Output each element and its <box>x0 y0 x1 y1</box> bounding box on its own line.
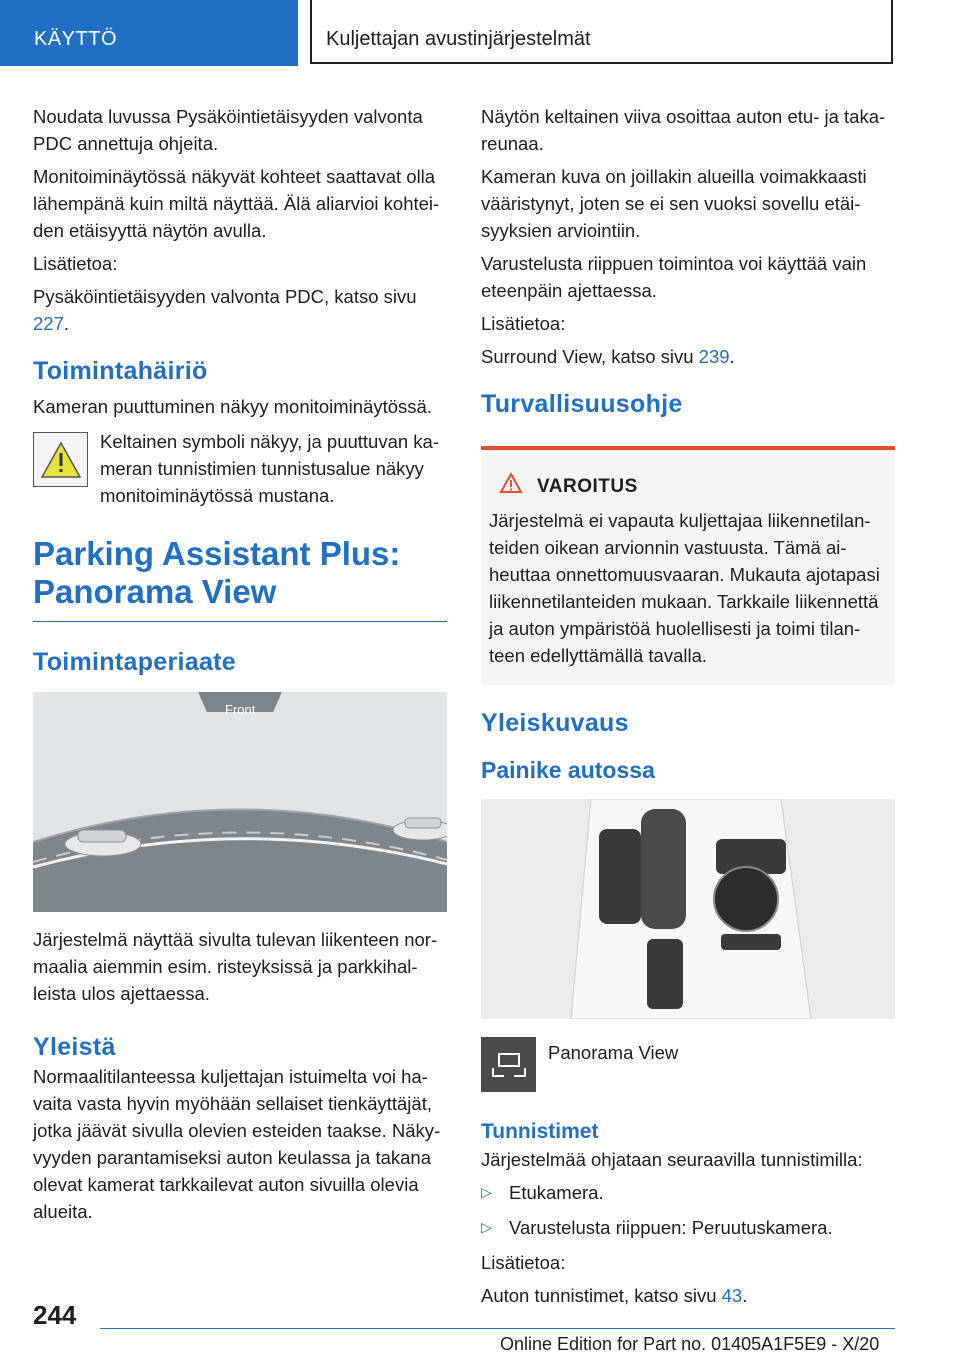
bullet-triangle-icon: ▷ <box>481 1184 492 1200</box>
list-item <box>481 1214 895 1241</box>
heading-sensors: Tunnistimet <box>481 1120 599 1143</box>
more-info-label: Lisätietoa: <box>481 1252 566 1273</box>
warning-header <box>499 472 887 501</box>
icon-description: Keltainen symboli näkyy, ja puuttuvan kameran tunnistimien tunnistusalue näkyy monitoiminäytössä mustana. <box>100 431 440 506</box>
yellow-warning-triangle-icon <box>33 432 88 487</box>
reference-end: . <box>742 1285 748 1306</box>
page-link-227[interactable]: 227 <box>33 313 64 334</box>
right-column <box>481 103 895 1315</box>
center-console-photo <box>481 799 895 1019</box>
cross-reference <box>33 283 447 337</box>
heading-parking-assistant: Parking Assistant Plus: Panorama View <box>33 535 447 622</box>
left-column <box>33 103 447 1231</box>
reference-text: Surround View, katso sivu <box>481 346 699 367</box>
warning-text: Järjestelmä ei vapauta kuljettajaa liikennetilanteiden oikean arvionnin vastuusta. Tämä aiheuttaa onnettomuusvaaran. Mukauta ajotapasi liikennetilanteiden mukaan. Tarkkaile liikennettä ja auton ympäristöä huolellisesti ja toimi tilanteen edellyttämällä tavalla. <box>489 510 880 666</box>
more-info-label: Lisätietoa: <box>481 313 566 334</box>
front-label: Front <box>225 702 256 717</box>
heading-button-in-car: Painike autossa <box>481 757 655 783</box>
heading-general: Yleistä <box>33 1033 116 1061</box>
page-number: 244 <box>33 1300 77 1330</box>
paragraph: Järjestelmää ohjataan seuraavilla tunnistimilla: <box>481 1149 863 1170</box>
bullet-triangle-icon: ▷ <box>481 1219 492 1235</box>
heading-safety: Turvallisuusohje <box>481 390 683 418</box>
warning-triangle-icon <box>499 472 523 501</box>
footer-rule <box>100 1328 895 1329</box>
list-item <box>481 1179 895 1206</box>
chapter-tab <box>310 0 893 64</box>
panorama-button-label: Panorama View <box>548 1042 679 1063</box>
paragraph: Noudata luvussa Pysäköintietäisyyden valvonta PDC annettuja ohjeita. <box>33 106 423 154</box>
reference-end: . <box>63 313 70 334</box>
section-tab <box>0 0 298 66</box>
heading-principle: Toimintaperiaate <box>33 648 236 676</box>
reference-end: . <box>729 346 735 367</box>
warning-box <box>481 446 895 685</box>
paragraph: Kameran kuva on joillakin alueilla voimakkaasti vääristynyt, joten se ei sen vuoksi sovellu etäisyyksien arviointiin. <box>481 166 867 241</box>
paragraph: Varustelusta riippuen toimintoa voi käyttää vain eteenpäin ajettaessa. <box>481 253 867 301</box>
reference-text: Pysäköintietäisyyden valvonta PDC, katso sivu <box>33 286 417 307</box>
paragraph: Normaalitilanteessa kuljettajan istuimelta voi havaita vasta hyvin myöhään sellaiset tienkäyttäjät, jotka jäävät sivulla olevien esteiden taakse. Näkyvyyden parantamiseksi auton keulassa ja takana olevat kamerat tarkkailevat auton sivuilla olevia alueita. <box>33 1066 441 1222</box>
section-label: KÄYTTÖ <box>34 28 118 50</box>
panorama-view-illustration <box>33 692 447 912</box>
footer-edition: Online Edition for Part no. 01405A1F5E9 - X/20 <box>500 1334 880 1354</box>
paragraph: Näytön keltainen viiva osoittaa auton etu- ja takareunaa. <box>481 106 886 154</box>
chapter-title: Kuljettajan avustinjärjestelmät <box>326 28 591 50</box>
panorama-button-row <box>481 1033 895 1092</box>
warning-symbol-note <box>33 428 447 509</box>
reference-text: Auton tunnistimet, katso sivu <box>481 1285 722 1306</box>
page-link-239[interactable]: 239 <box>698 346 730 367</box>
page-link-43[interactable]: 43 <box>721 1285 743 1306</box>
list-item-text: Varustelusta riippuen: Peruutuskamera. <box>509 1217 833 1238</box>
paragraph: Kameran puuttuminen näkyy monitoiminäytössä. <box>33 396 432 417</box>
list-item-text: Etukamera. <box>509 1182 604 1203</box>
cross-reference <box>481 343 895 370</box>
warning-title: VAROITUS <box>537 476 638 497</box>
heading-overview: Yleiskuvaus <box>481 709 629 737</box>
paragraph: Järjestelmä näyttää sivulta tulevan liikenteen normaalia aiemmin esim. risteyksissä ja parkkihalleista ulos ajettaessa. <box>33 929 438 1004</box>
panorama-view-button-icon <box>481 1037 536 1092</box>
page-header <box>0 0 960 66</box>
heading-malfunction: Toimintahäiriö <box>33 357 208 385</box>
cross-reference <box>481 1282 895 1309</box>
more-info-label: Lisätietoa: <box>33 253 118 274</box>
paragraph: Monitoiminäytössä näkyvät kohteet saattavat olla lähempänä kuin miltä näyttää. Älä aliarvioi kohteiden etäisyyttä näytön avulla. <box>33 166 440 241</box>
